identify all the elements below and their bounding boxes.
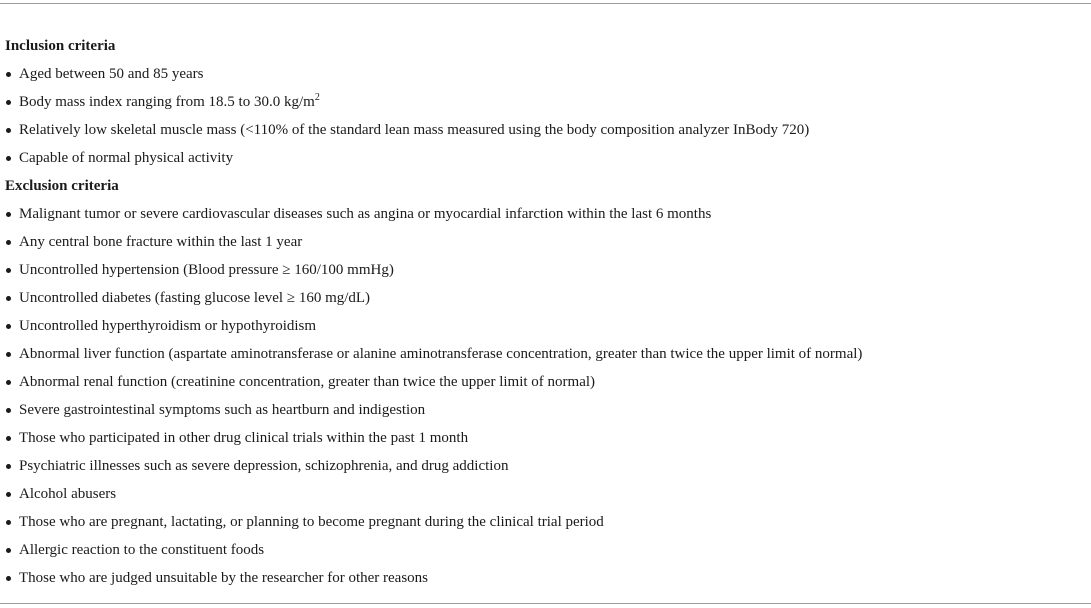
exclusion-item xyxy=(5,426,1085,454)
bullet-icon xyxy=(6,576,11,581)
inclusion-item xyxy=(5,146,1085,174)
bullet-icon xyxy=(6,380,11,385)
exclusion-item xyxy=(5,342,1085,370)
bullet-icon xyxy=(6,464,11,469)
exclusion-item-text: Malignant tumor or severe cardiovascular diseases such as angina or myocardial infarction within the last 6 months xyxy=(19,206,712,222)
exclusion-item-text: Uncontrolled hyperthyroidism or hypothyroidism xyxy=(19,318,317,334)
exclusion-item xyxy=(5,202,1085,230)
bullet-icon xyxy=(6,408,11,413)
table-bottom-rule xyxy=(0,603,1091,604)
exclusion-item-text: Severe gastrointestinal symptoms such as heartburn and indigestion xyxy=(19,402,426,418)
bullet-icon xyxy=(6,436,11,441)
bullet-icon xyxy=(6,240,11,245)
inclusion-item xyxy=(5,62,1085,90)
exclusion-item xyxy=(5,538,1085,566)
exclusion-item xyxy=(5,398,1085,426)
exclusion-item-text: Abnormal liver function (aspartate aminotransferase or alanine aminotransferase concentration, greater than twice the upper limit of normal) xyxy=(19,346,863,362)
bullet-icon xyxy=(6,296,11,301)
exclusion-item-text: Those who are pregnant, lactating, or planning to become pregnant during the clinical trial period xyxy=(19,514,604,530)
exclusion-item xyxy=(5,314,1085,342)
bullet-icon xyxy=(6,128,11,133)
bullet-icon xyxy=(6,352,11,357)
inclusion-item xyxy=(5,118,1085,146)
bullet-icon xyxy=(6,548,11,553)
bullet-icon xyxy=(6,492,11,497)
exclusion-item xyxy=(5,258,1085,286)
inclusion-item-text: Relatively low skeletal muscle mass (<110% of the standard lean mass measured using the body composition analyzer InBody 720) xyxy=(19,122,810,138)
exclusion-item-text: Uncontrolled diabetes (fasting glucose level ≥ 160 mg/dL) xyxy=(19,290,371,306)
bullet-icon xyxy=(6,212,11,217)
exclusion-item xyxy=(5,566,1085,594)
exclusion-item xyxy=(5,510,1085,538)
inclusion-heading: Inclusion criteria xyxy=(5,38,116,54)
exclusion-item-text: Any central bone fracture within the last 1 year xyxy=(19,234,303,250)
superscript: 2 xyxy=(314,92,320,103)
exclusion-item-text: Those who participated in other drug clinical trials within the past 1 month xyxy=(19,430,469,446)
bullet-icon xyxy=(6,324,11,329)
inclusion-item xyxy=(5,90,1085,118)
exclusion-item-text: Those who are judged unsuitable by the researcher for other reasons xyxy=(19,570,429,586)
exclusion-item xyxy=(5,482,1085,510)
exclusion-item-text: Psychiatric illnesses such as severe depression, schizophrenia, and drug addiction xyxy=(19,458,509,474)
inclusion-item-text: Aged between 50 and 85 years xyxy=(19,66,204,82)
bullet-icon xyxy=(6,520,11,525)
bullet-icon xyxy=(6,100,11,105)
exclusion-item-text: Allergic reaction to the constituent foods xyxy=(19,542,265,558)
exclusion-item xyxy=(5,370,1085,398)
exclusion-item-text: Alcohol abusers xyxy=(19,486,117,502)
exclusion-item-text: Uncontrolled hypertension (Blood pressure ≥ 160/100 mmHg) xyxy=(19,262,394,278)
exclusion-item-text: Abnormal renal function (creatinine concentration, greater than twice the upper limit of normal) xyxy=(19,374,596,390)
bullet-icon xyxy=(6,156,11,161)
inclusion-item-text: Body mass index ranging from 18.5 to 30.0 kg/m xyxy=(19,94,315,110)
table-top-rule xyxy=(0,3,1091,4)
exclusion-heading: Exclusion criteria xyxy=(5,178,119,194)
exclusion-item xyxy=(5,286,1085,314)
bullet-icon xyxy=(6,268,11,273)
inclusion-item-text: Capable of normal physical activity xyxy=(19,150,234,166)
exclusion-item xyxy=(5,454,1085,482)
bullet-icon xyxy=(6,72,11,77)
exclusion-item xyxy=(5,230,1085,258)
criteria-content xyxy=(5,34,1085,594)
